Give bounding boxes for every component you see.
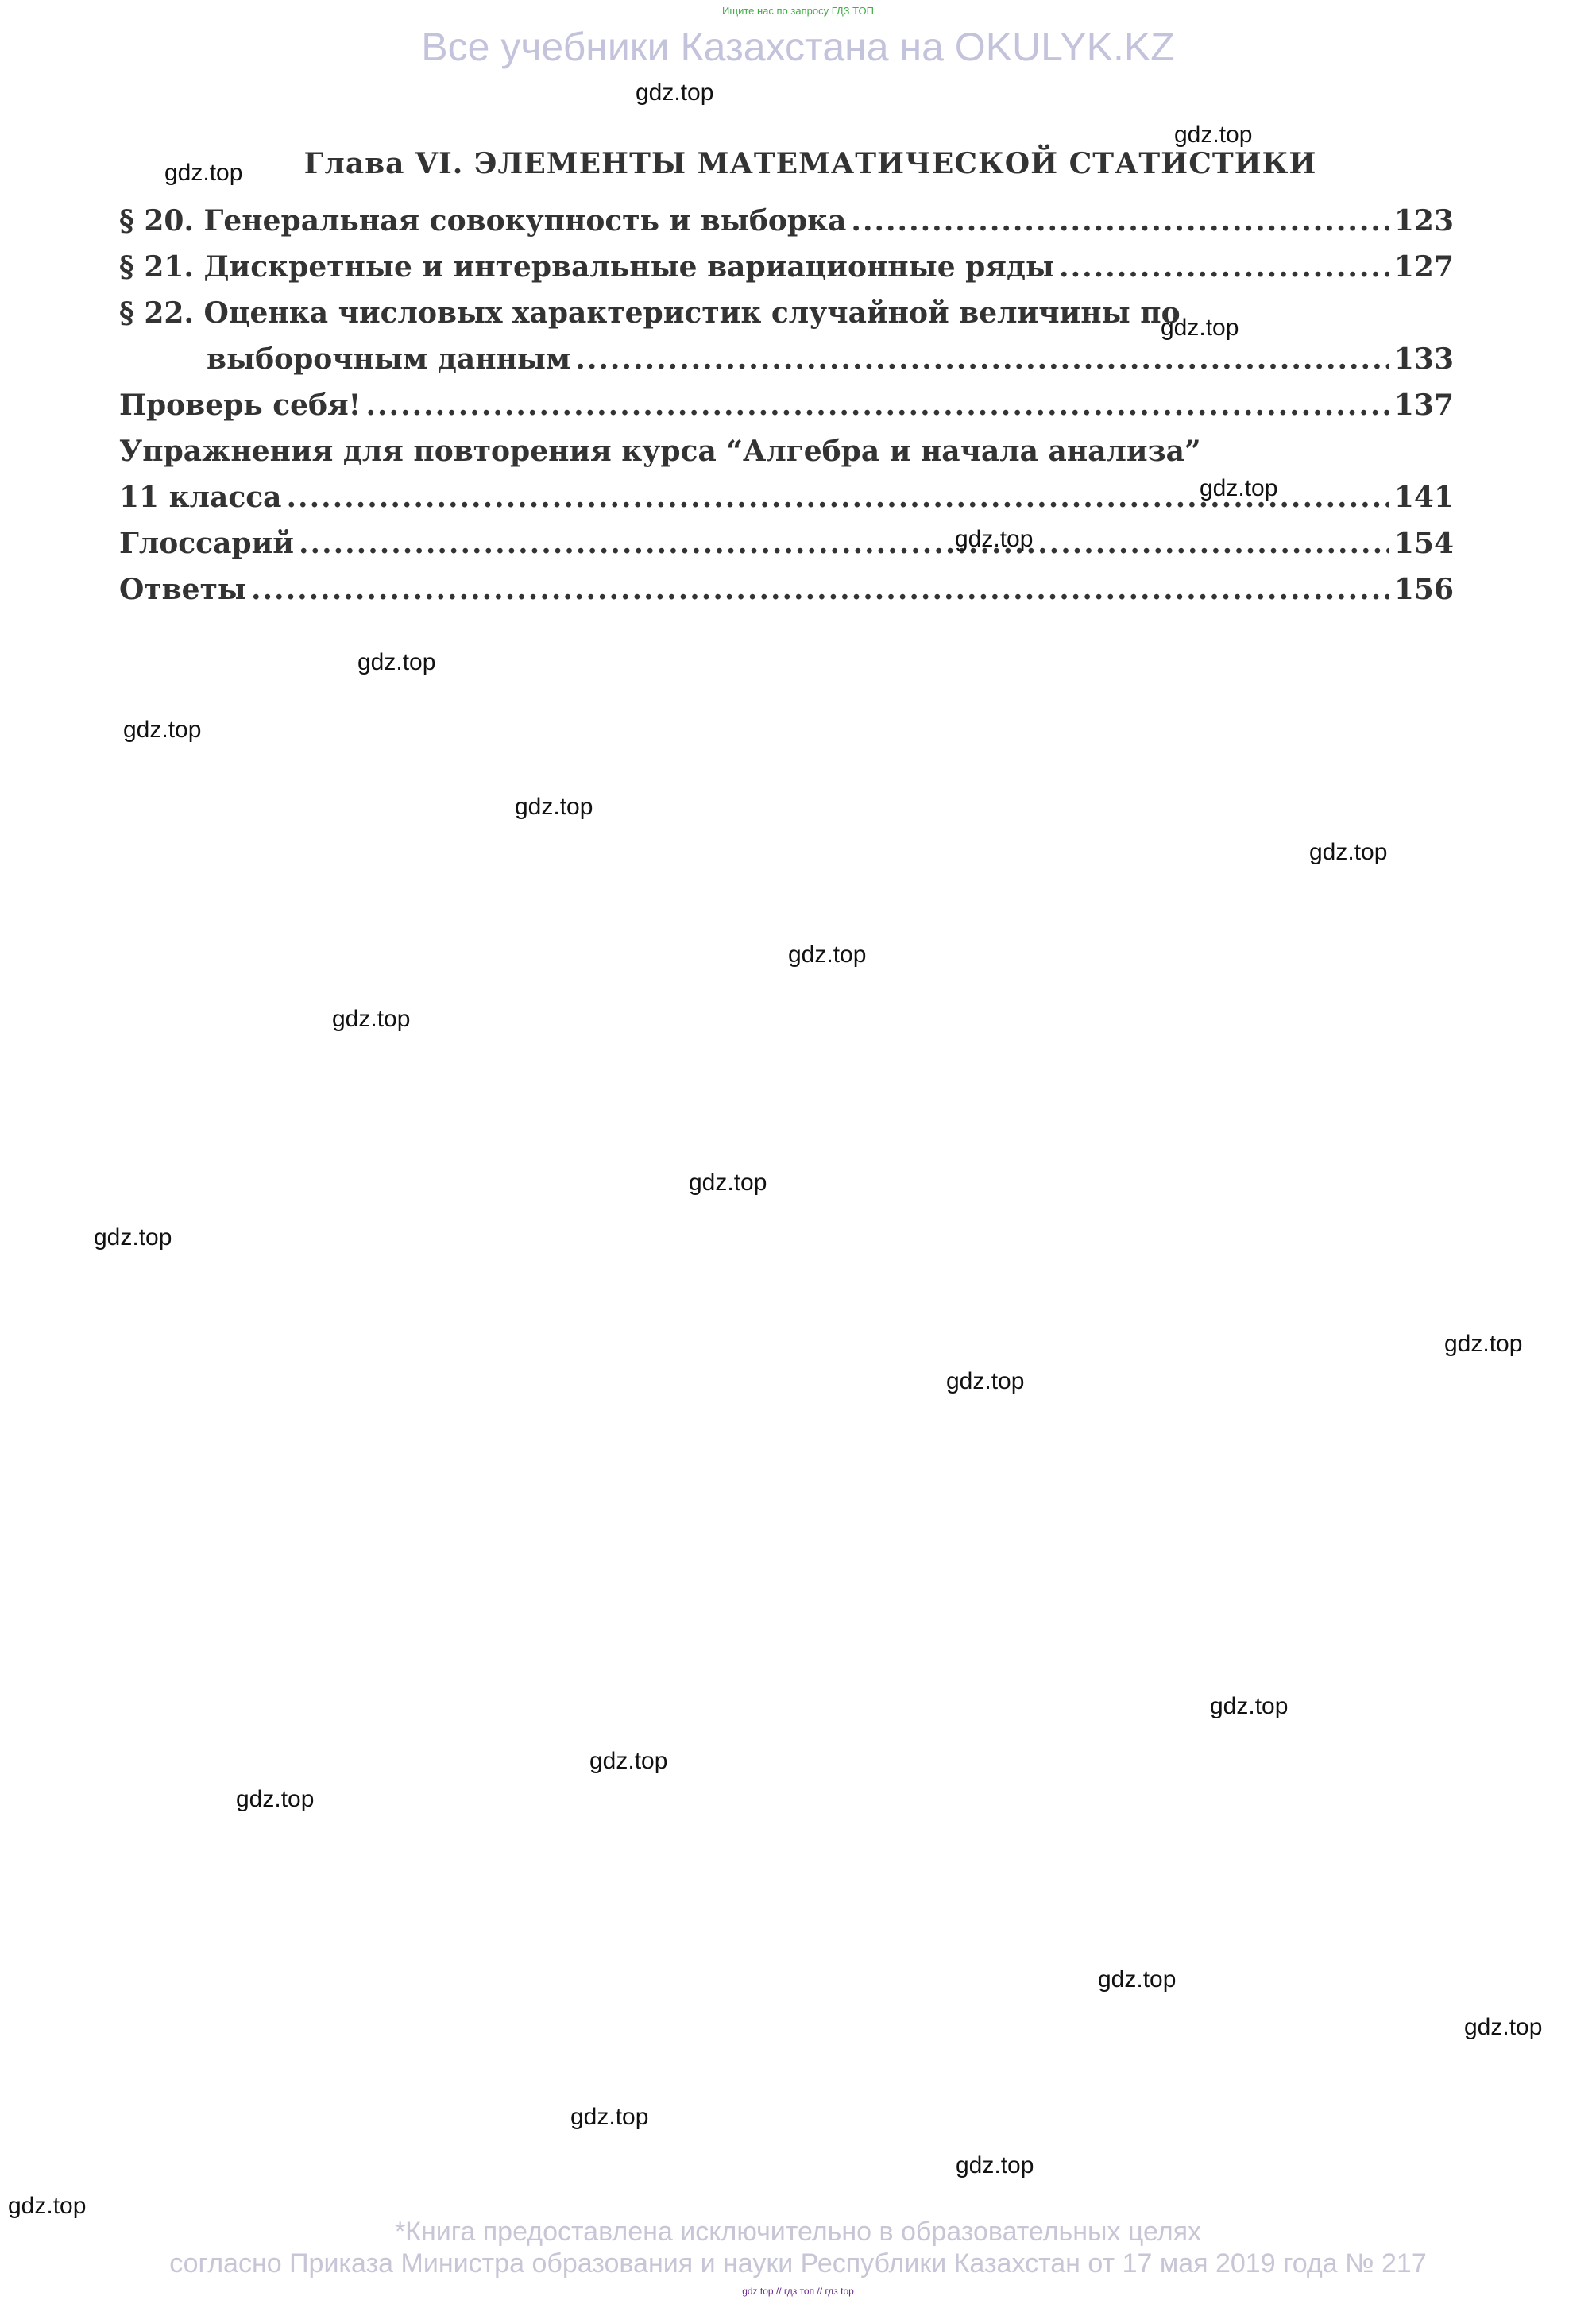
toc-entry-page: 127 xyxy=(1393,250,1454,284)
chapter-title: Глава VI. ЭЛЕМЕНТЫ МАТЕМАТИЧЕСКОЙ СТАТИСТИКИ xyxy=(303,147,1317,180)
toc-entry-label: § 20. Генеральная совокупность и выборка xyxy=(119,204,847,238)
watermark: gdz.top xyxy=(8,2193,87,2219)
toc-entry-section-20 xyxy=(119,198,1454,244)
table-of-contents xyxy=(119,147,1454,613)
toc-entry-section-22-line2 xyxy=(119,336,1454,382)
toc-entry-self-check xyxy=(119,382,1454,428)
watermark: gdz.top xyxy=(1098,1966,1177,1993)
watermark: gdz.top xyxy=(636,79,714,106)
toc-entry-label: § 21. Дискретные и интервальные вариационные ряды xyxy=(119,250,1055,284)
watermark: gdz.top xyxy=(589,1748,668,1774)
toc-entry-page: 123 xyxy=(1393,204,1454,238)
toc-entry-label: Ответы xyxy=(119,573,246,606)
toc-entry-review-line1 xyxy=(119,428,1454,474)
watermark: gdz.top xyxy=(1444,1331,1523,1357)
toc-entry-label: выборочным данным xyxy=(207,342,571,376)
watermark: gdz.top xyxy=(1210,1693,1289,1719)
toc-entry-page: 137 xyxy=(1393,389,1454,422)
watermark: gdz.top xyxy=(1161,315,1239,341)
watermark: gdz.top xyxy=(123,717,202,743)
watermark: gdz.top xyxy=(788,941,867,968)
watermark: gdz.top xyxy=(570,2104,649,2130)
watermark: gdz.top xyxy=(1464,2014,1543,2040)
toc-entry-label: Проверь себя! xyxy=(119,389,361,422)
watermark: gdz.top xyxy=(357,649,436,675)
watermark: gdz.top xyxy=(956,2152,1034,2178)
toc-entry-label: Упражнения для повторения курса “Алгебра и начала анализа” xyxy=(119,435,1201,468)
watermark: gdz.top xyxy=(1200,475,1278,501)
watermark: gdz.top xyxy=(515,794,593,820)
watermark: gdz.top xyxy=(955,526,1034,552)
watermark: gdz.top xyxy=(332,1006,411,1032)
dot-leader xyxy=(851,198,1389,244)
toc-entry-page: 133 xyxy=(1393,342,1454,376)
footer-disclaimer-line2: согласно Приказа Министра образования и науки Республики Казахстан от 17 мая 2019 года № 217 xyxy=(169,2248,1427,2279)
dot-leader xyxy=(251,566,1389,613)
toc-entry-label: 11 класса xyxy=(119,481,282,514)
toc-entry-label: § 22. Оценка числовых характеристик случайной величины по xyxy=(119,296,1181,330)
dot-leader xyxy=(365,382,1389,428)
dot-leader xyxy=(299,520,1389,566)
dot-leader xyxy=(575,336,1389,382)
toc-entry-section-21 xyxy=(119,244,1454,290)
toc-entry-answers xyxy=(119,566,1454,613)
toc-entry-label: Глоссарий xyxy=(119,527,294,560)
watermark: gdz.top xyxy=(1309,839,1388,865)
watermark: gdz.top xyxy=(689,1169,767,1196)
dot-leader xyxy=(1059,244,1389,290)
toc-entry-page: 154 xyxy=(1393,527,1454,560)
watermark: gdz.top xyxy=(164,160,243,186)
top-search-note: Ищите нас по запросу ГДЗ ТОП xyxy=(722,5,874,17)
site-header-title: Все учебники Казахстана на OKULYK.KZ xyxy=(421,25,1175,69)
toc-entry-glossary xyxy=(119,520,1454,566)
toc-entry-page: 141 xyxy=(1393,481,1454,514)
watermark: gdz.top xyxy=(1174,122,1253,148)
watermark: gdz.top xyxy=(946,1368,1025,1394)
watermark: gdz.top xyxy=(94,1224,172,1251)
toc-entry-page: 156 xyxy=(1393,573,1454,606)
toc-entry-section-22-line1 xyxy=(119,290,1454,336)
watermark: gdz.top xyxy=(236,1786,315,1812)
bottom-links[interactable]: gdz top // гдз топ // гдз top xyxy=(742,2286,854,2297)
footer-disclaimer-line1: *Книга предоставлена исключительно в образовательных целях xyxy=(394,2217,1202,2247)
